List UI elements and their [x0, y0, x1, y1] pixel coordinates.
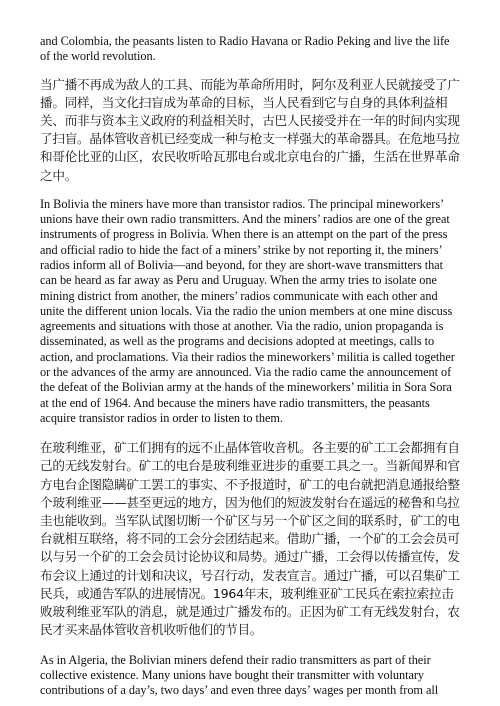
document-page: [40, 34, 462, 698]
paragraph-en-3: As in Algeria, the Bolivian miners defend their radio transmitters as part of their collective existence. Many unions have bought their transmitter with voluntary contributions of a day’s, two days’ and even three days’ wages per month from all: [40, 652, 439, 698]
paragraph-en-1: and Colombia, the peasants listen to Radio Havana or Radio Peking and live the life of the world revolution.: [40, 34, 450, 64]
paragraph-zh-1: 当广播不再成为敌人的工具、而能为革命所用时，阿尔及利亚人民就接受了广播。同样，当文化扫盲成为革命的目标，当人民看到它与自身的具体利益相关、而非与资本主义政府的利益相关时，古巴人民接受并在一年的时间内实现了扫盲。晶体管收音机已经变成一种与枪支一样强大的革命器具。在危地马拉和哥伦比亚的山区，农民收听哈瓦那电台或北京电台的广播，生活在世界革命之中。: [40, 76, 460, 183]
paragraph-zh-2: 在玻利维亚，矿工们拥有的远不止晶体管收音机。各主要的矿工工会都拥有自己的无线发射台。矿工的电台是玻利维亚进步的重要工具之一。当新闻界和官方电台企图隐瞒矿工罢工的事实、不予报道时，矿工的电台就把消息通报给整个玻利维亚——甚至更远的地方，因为他们的短波发射台在遥远的秘鲁和乌拉圭也能收到。当军队试图切断一个矿区与另一个矿区之间的联系时，矿工的电台就相互联络，将不同的工会分会团结起来。借助广播，一个矿的工会会员可以与另一个矿的工会会员讨论协议和局势。通过广播，工会得以传播宣传，发布会议上通过的计划和决议，号召行动，发表宣言。通过广播，可以召集矿工民兵，或通告军队的进展情况。1964年末，玻利维亚矿工民兵在索拉索拉击败玻利维亚军队的消息，就是通过广播发布的。正因为矿工有无线发射台，农民才买来晶体管收音机收听他们的节目。: [40, 440, 460, 638]
paragraph-en-2: In Bolivia the miners have more than transistor radios. The principal mineworkers’ unions have their own radio transmitters. And the miners’ radios are one of the great instruments of progress in Bolivia. When there is an attempt on the part of the press and official radio to hide the fact of a miners’ strike by not reporting it, the miners’ radios inform all of Bolivia—and beyond, for they are short-wave transmitters that can be heard as far away as Peru and Uruguay. When the army tries to isolate one mining district from another, the miners’ radios communicate with each other and unite the different union locals. Via the radio the union members at one mine discuss agreements and situations with those at another. Via the radio, union propaganda is disseminated, as well as the programs and decisions adopted at meetings, calls to action, and proclamations. Via their radios the mineworkers’ militia is called together or the advances of the army are announced. Via the radio came the announcement of the defeat of the Bolivian army at the hands of the mineworkers’ militia in Sora Sora at the end of 1964. And because the miners have radio transmitters, the peasants acquire transistor radios in order to listen to them.: [40, 196, 455, 425]
